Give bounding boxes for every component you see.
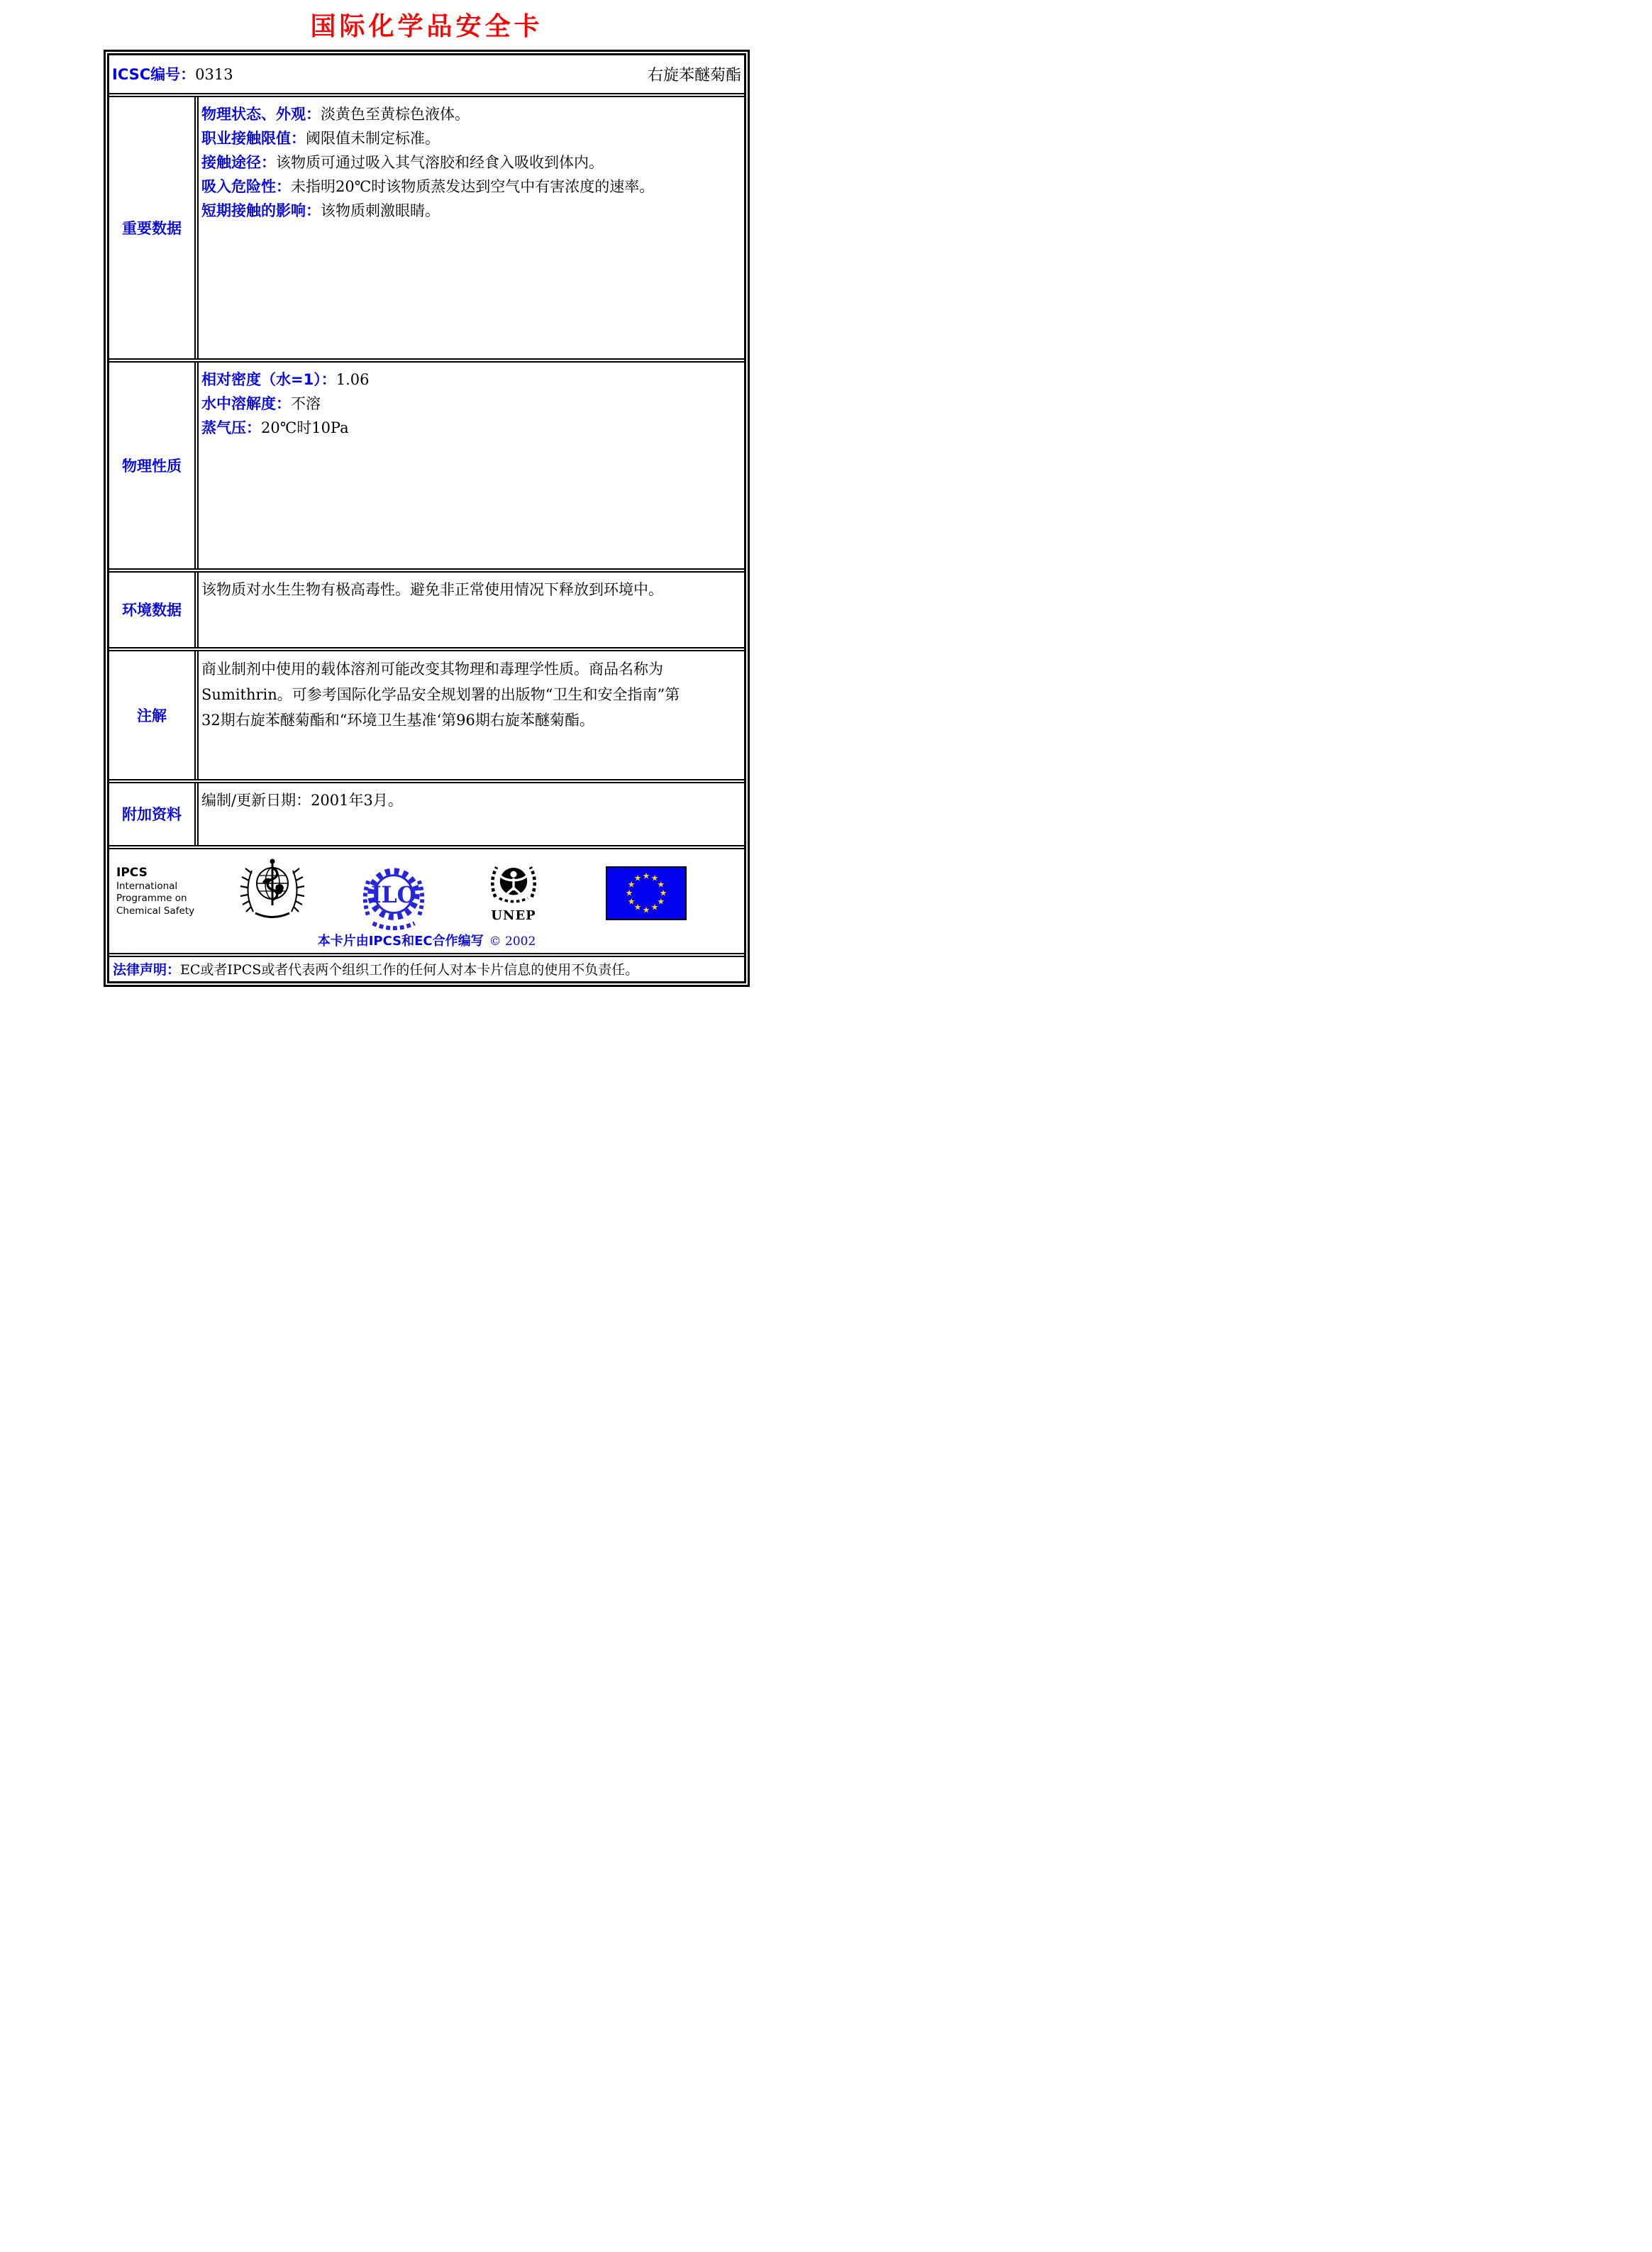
legal-notice-row <box>109 953 744 981</box>
section-content-notes <box>199 651 744 779</box>
additional-info-text: 编制/更新日期：2001年3月。 <box>201 791 403 809</box>
ipcs-text-block: IPCS International Programme on Chemical Safety <box>116 865 195 917</box>
safety-card-table <box>104 50 750 987</box>
field-inhalation-risk: 吸入危险性：未指明20℃时该物质蒸发达到空气中有害浓度的速率。 <box>201 177 655 195</box>
organizations-row <box>109 845 744 953</box>
icsc-number-label: ICSC编号： <box>112 66 196 84</box>
section-notes <box>109 647 744 779</box>
legal-notice-text: EC或者IPCS或者代表两个组织工作的任何人对本卡片信息的使用不负责任。 <box>180 962 639 978</box>
credit-text: 本卡片由IPCS和EC合作编写 <box>317 933 484 949</box>
unep-emblem-icon <box>481 861 546 906</box>
section-content-environmental-data <box>199 573 744 647</box>
section-label-important-data: 重要数据 <box>109 97 199 358</box>
safety-card-document <box>104 13 750 987</box>
section-content-important-data <box>199 97 744 358</box>
section-label-physical-properties: 物理性质 <box>109 363 199 568</box>
header-row <box>109 55 744 93</box>
icsc-number-group <box>112 63 233 84</box>
eu-flag-icon: ★ ★ ★ ★ ★ ★ ★ ★ ★ ★ ★ ★ <box>606 866 687 920</box>
section-label-additional-info: 附加资料 <box>109 783 199 845</box>
field-occupational-limits: 职业接触限值：阈限值未制定标准。 <box>201 129 440 147</box>
field-relative-density: 相对密度（水=1）：1.06 <box>201 370 370 388</box>
svg-text:ILO: ILO <box>370 882 417 908</box>
field-exposure-routes: 接触途径：该物质可通过吸入其气溶胶和经食入吸收到体内。 <box>201 153 604 171</box>
section-content-additional-info <box>199 783 744 845</box>
section-label-environmental-data: 环境数据 <box>109 573 199 647</box>
who-emblem-icon <box>237 855 308 933</box>
unep-logo-block <box>481 861 546 923</box>
field-vapor-pressure: 蒸气压：20℃时10Pa <box>201 419 349 436</box>
section-additional-info <box>109 779 744 845</box>
notes-text: 商业制剂中使用的载体溶剂可能改变其物理和毒理学性质。商品名称为Sumithrin。可参考国际化学品安全规划署的出版物“卫生和安全指南”第32期右旋苯醚菊酯和“环境卫生基准‘第96期右旋苯醚菊酯。 <box>201 660 680 729</box>
page-title: 国际化学品安全卡 <box>310 11 543 41</box>
section-label-notes: 注解 <box>109 651 199 779</box>
ipcs-acronym: IPCS <box>116 865 148 880</box>
section-physical-properties <box>109 358 744 568</box>
field-short-term-effects: 短期接触的影响：该物质刺激眼睛。 <box>201 202 440 219</box>
section-content-physical-properties <box>199 363 744 568</box>
unep-label: UNEP <box>491 907 536 923</box>
section-environmental-data <box>109 568 744 647</box>
section-important-data <box>109 93 744 358</box>
field-water-solubility: 水中溶解度：不溶 <box>201 394 321 412</box>
ilo-emblem-icon <box>359 862 428 936</box>
legal-notice-label: 法律声明： <box>113 962 181 978</box>
chemical-name: 右旋苯醚菊酯 <box>647 66 741 84</box>
field-physical-state: 物理状态、外观：淡黄色至黄棕色液体。 <box>201 105 470 123</box>
icsc-number-value: 0313 <box>195 66 233 84</box>
credit-line <box>109 931 744 949</box>
environmental-data-text: 该物质对水生生物有极高毒性。避免非正常使用情况下释放到环境中。 <box>201 580 663 598</box>
copyright-text: © 2002 <box>489 934 536 949</box>
